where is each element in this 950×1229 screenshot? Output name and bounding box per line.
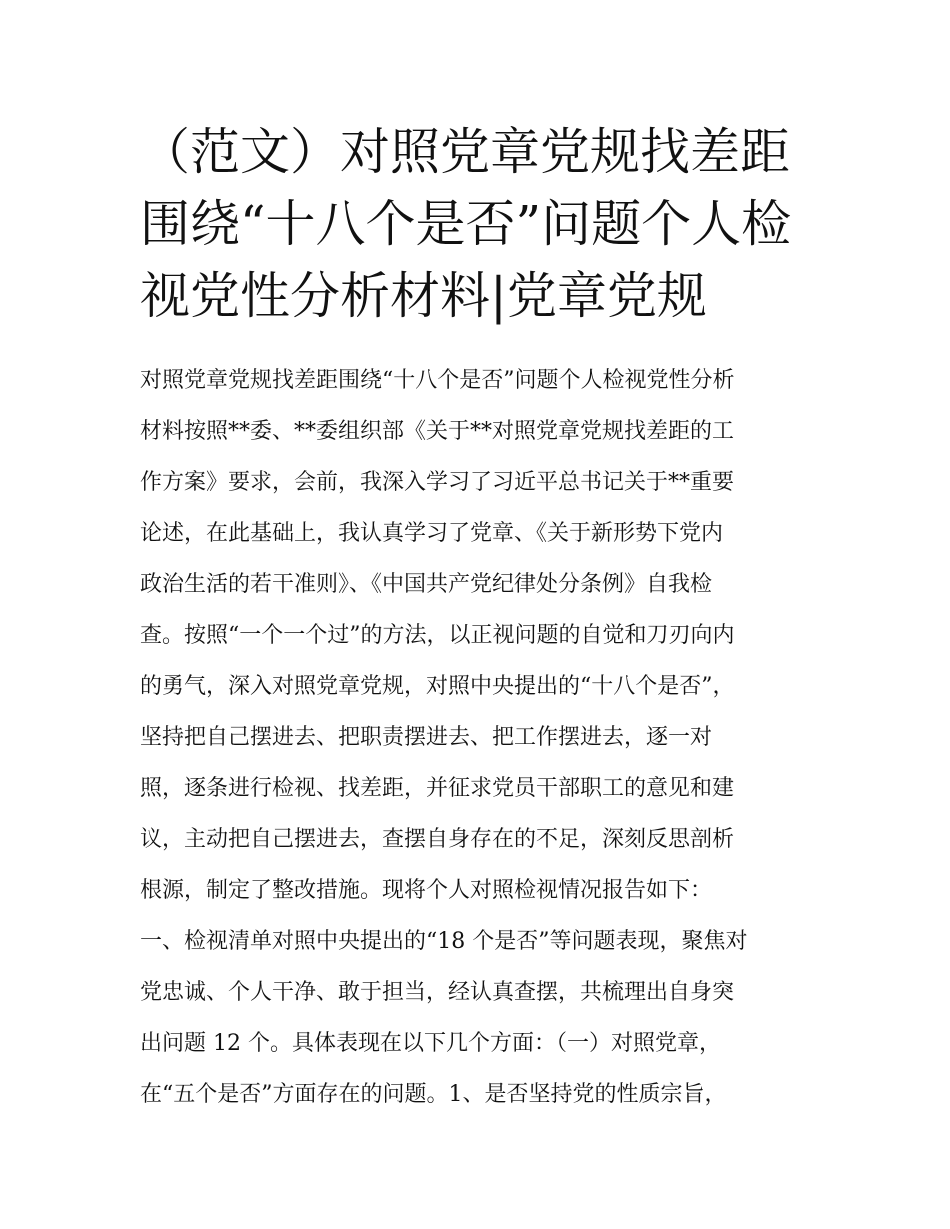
title-line: 围绕“十八个是否”问题个人检 (140, 195, 792, 253)
document-title (140, 116, 820, 332)
body-line: 论述，在此基础上，我认真学习了党章、《关于新形势下党内 (140, 521, 724, 546)
body-line: 材料按照**委、**委组织部《关于**对照党章党规找差距的工 (140, 419, 735, 444)
body-line: 坚持把自己摆进去、把职责摆进去、把工作摆进去，逐一对 (140, 725, 713, 750)
title-line: （范文）对照党章党规找差距 (140, 123, 790, 181)
body-line: 政治生活的若干准则》、《中国共产党纪律处分条例》自我检 (140, 572, 713, 597)
document-body (140, 355, 820, 1120)
body-line: 议，主动把自己摆进去，查摆自身存在的不足，深刻反思剖析 (140, 827, 735, 852)
body-line: 根源，制定了整改措施。现将个人对照检视情况报告如下： (140, 878, 713, 903)
body-line: 在“五个是否”方面存在的问题。1、是否坚持党的性质宗旨， (140, 1082, 727, 1107)
body-line: 照，逐条进行检视、找差距，并征求党员干部职工的意见和建 (140, 776, 735, 801)
body-line: 的勇气，深入对照党章党规，对照中央提出的“十八个是否”， (140, 674, 735, 699)
body-line: 党忠诚、个人干净、敢于担当，经认真查摆，共梳理出自身突 (140, 980, 735, 1005)
body-line: 查。按照“一个一个过”的方法，以正视问题的自觉和刀刃向内 (140, 623, 735, 648)
body-line: 对照党章党规找差距围绕“十八个是否”问题个人检视党性分析 (140, 368, 735, 393)
body-line: 一、检视清单对照中央提出的“18 个是否”等问题表现，聚焦对 (140, 929, 748, 954)
body-line: 出问题 12 个。具体表现在以下几个方面：（一）对照党章， (140, 1031, 721, 1056)
body-line: 作方案》要求，会前，我深入学习了习近平总书记关于**重要 (140, 470, 735, 495)
title-line: 视党性分析材料|党章党规 (140, 267, 707, 325)
